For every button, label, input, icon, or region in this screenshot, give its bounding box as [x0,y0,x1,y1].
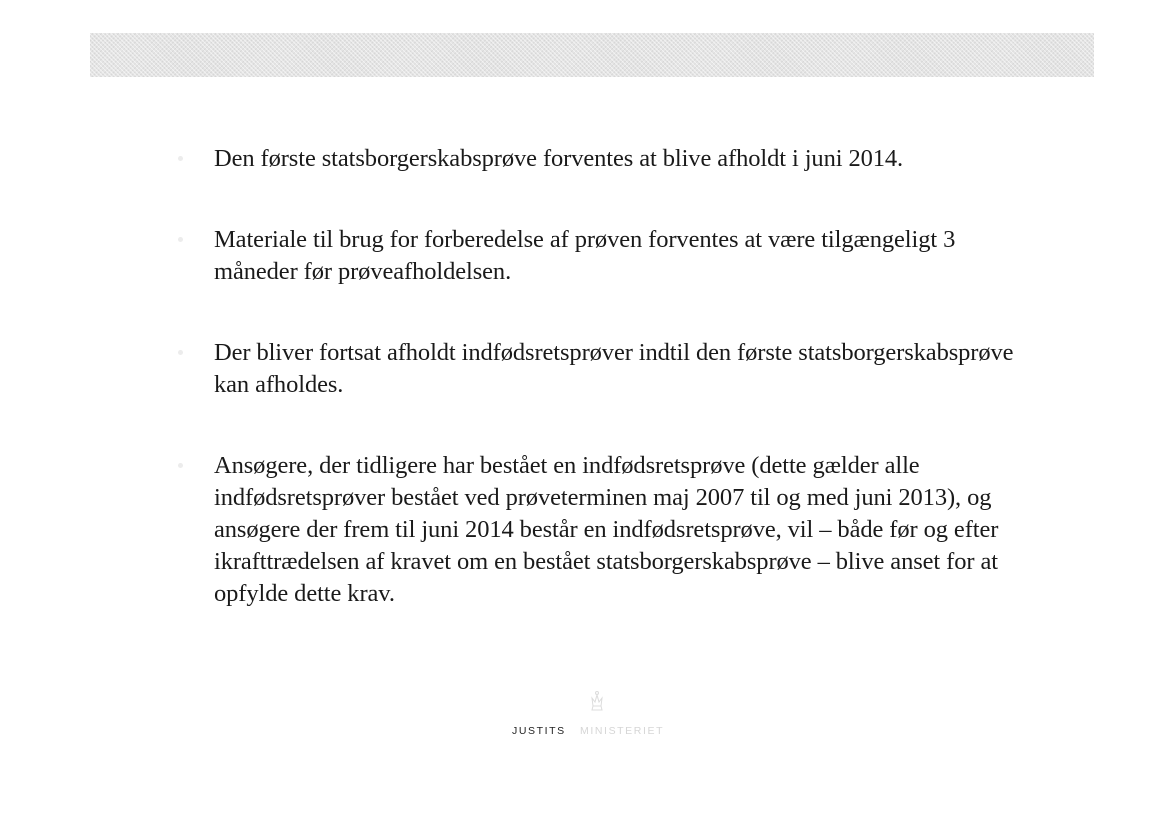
bullet-dot-icon [178,463,183,468]
crown-icon [590,690,604,712]
bullet-text: Der bliver fortsat afholdt indfødsretsprøver indtil den første statsborgerskabsprøve kan afholdes. [214,339,1014,398]
bullet-dot-icon [178,350,183,355]
bullet-dot-icon [178,156,183,161]
bullet-text: Ansøgere, der tidligere har bestået en indfødsretsprøve (dette gælder alle indfødsretsprøver bestået ved prøveterminen maj 2007 til og med juni 2013), og ansøgere der frem til juni 2014 består en indfødsretsprøve, vil – både før og efter ikrafttrædelsen af kravet om en bestået statsborgerskabsprøve – blive anset for at opfylde dette krav. [214,452,999,607]
logo-wordmark-faded: MINISTERIET [580,725,665,737]
ministry-logo [512,690,682,740]
bullet-item [214,337,1034,401]
logo-wordmark: JUSTITS [512,725,566,737]
bullet-text: Materiale til brug for forberedelse af prøven forventes at være tilgængeligt 3 måneder før prøveafholdelsen. [214,226,956,285]
bullet-item [214,224,1034,288]
bullet-item [214,450,1034,610]
bullet-dot-icon [178,237,183,242]
bullet-text: Den første statsborgerskabsprøve forventes at blive afholdt i juni 2014. [214,145,904,172]
bullet-item [214,143,1034,175]
